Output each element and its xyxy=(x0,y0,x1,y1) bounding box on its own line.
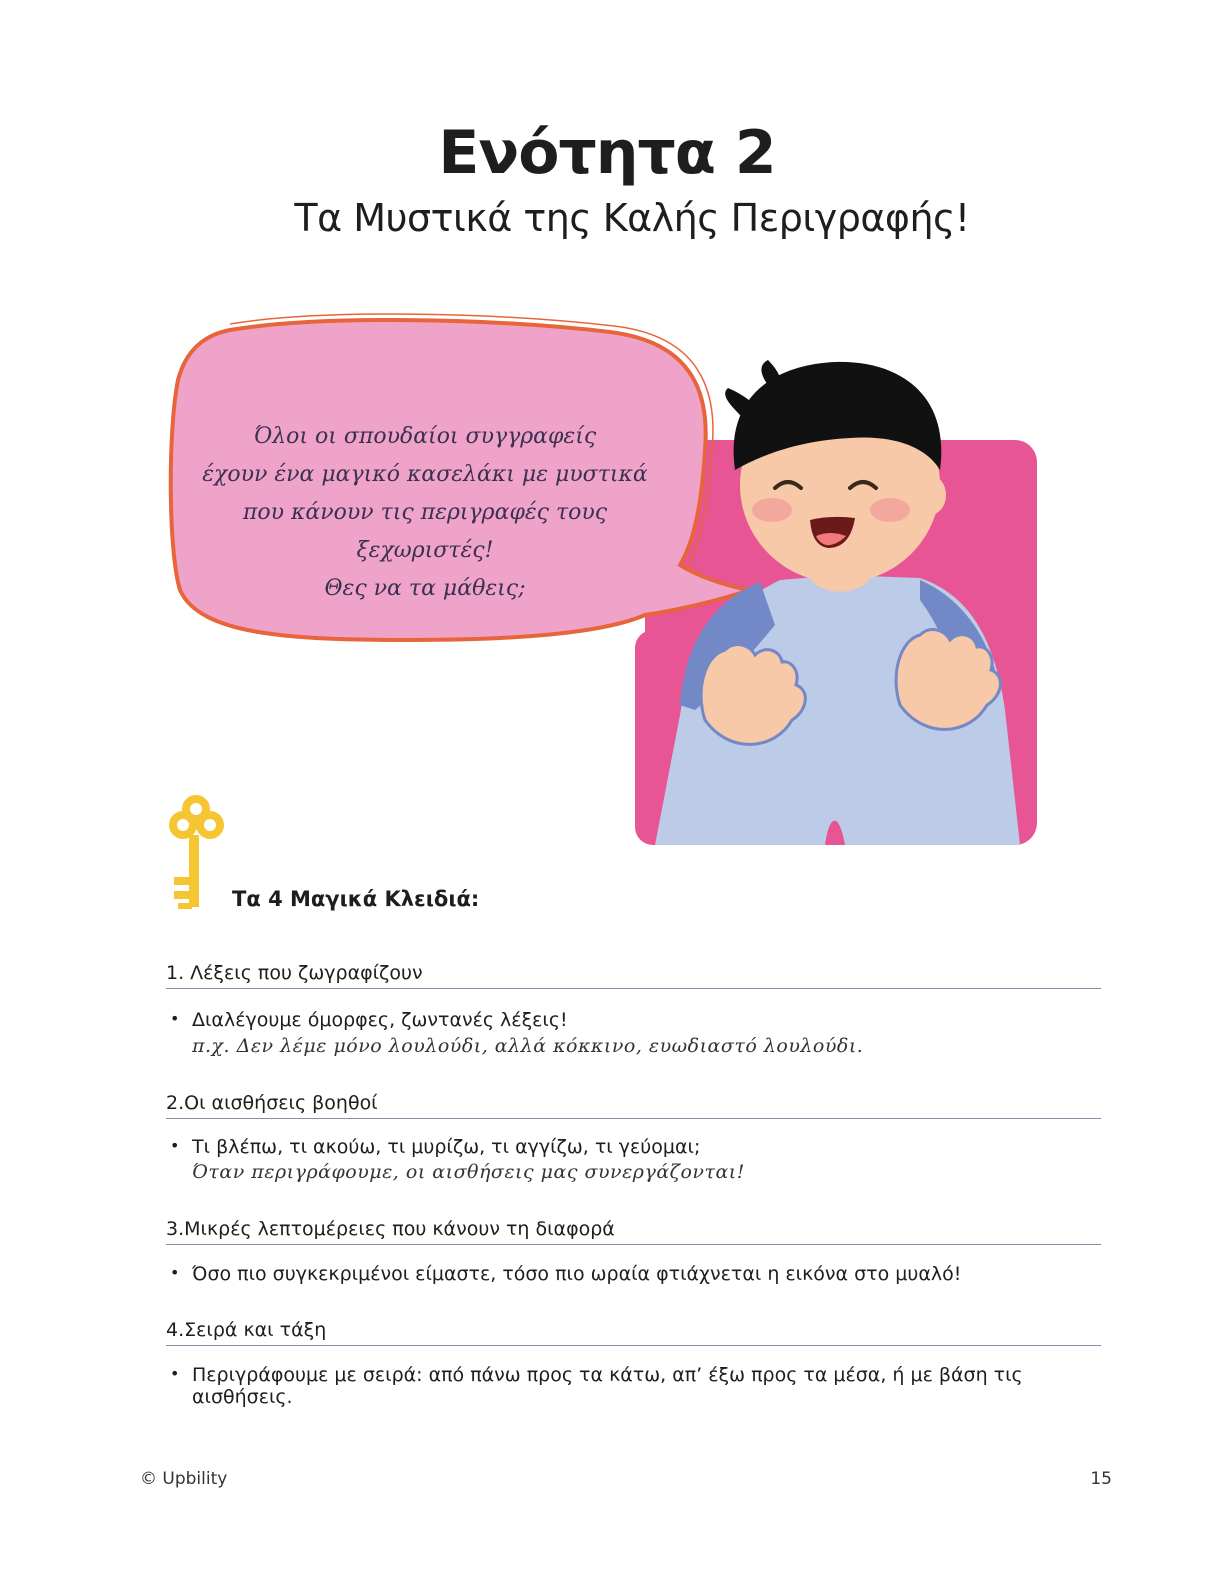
bullet-item: • Όσο πιο συγκεκριμένοι είμαστε, τόσο πιο ωραία φτιάχνεται η εικόνα στο μυαλό! xyxy=(192,1263,1112,1285)
speech-bubble-line: Όλοι οι σπουδαίοι συγγραφείς xyxy=(253,424,597,449)
bullet-item: • Τι βλέπω, τι ακούω, τι μυρίζω, τι αγγίζω, τι γεύομαι; xyxy=(192,1136,1112,1158)
handwritten-note: π.χ. Δεν λέμε μόνο λουλούδι, αλλά κόκκινο, ευωδιαστό λουλούδι. xyxy=(192,1035,864,1057)
footer-copyright: © Upbility xyxy=(140,1469,228,1489)
bullet-item: • Διαλέγουμε όμορφες, ζωντανές λέξεις! xyxy=(192,1009,1112,1031)
page-number: 15 xyxy=(1090,1469,1112,1489)
speech-bubble-line: που κάνουν τις περιγραφές τους ξεχωριστές! xyxy=(242,500,608,563)
page-title: Ενότητα 2 xyxy=(438,118,776,188)
speech-bubble-text xyxy=(195,418,655,608)
section-heading-3: 3.Μικρές λεπτομέρειες που κάνουν τη διαφορά xyxy=(166,1218,1101,1245)
page-subtitle: Τα Μυστικά της Καλής Περιγραφής! xyxy=(294,196,970,240)
bullet-item: • Περιγράφουμε με σειρά: από πάνω προς τα κάτω, απ’ έξω προς τα μέσα, ή με βάση τις αισθήσεις. xyxy=(192,1364,1112,1408)
keys-heading: Τα 4 Μαγικά Κλειδιά: xyxy=(232,887,480,911)
section-heading-2: 2.Οι αισθήσεις βοηθοί xyxy=(166,1092,1101,1119)
section-heading-4: 4.Σειρά και τάξη xyxy=(166,1319,1101,1346)
speech-bubble-line: έχουν ένα μαγικό κασελάκι με μυστικά xyxy=(202,462,648,487)
section-heading-1: 1. Λέξεις που ζωγραφίζουν xyxy=(166,962,1101,989)
key-icon xyxy=(158,795,240,915)
handwritten-note: Όταν περιγράφουμε, οι αισθήσεις μας συνεργάζονται! xyxy=(192,1161,745,1183)
speech-bubble-line: Θες να τα μάθεις; xyxy=(324,576,526,601)
